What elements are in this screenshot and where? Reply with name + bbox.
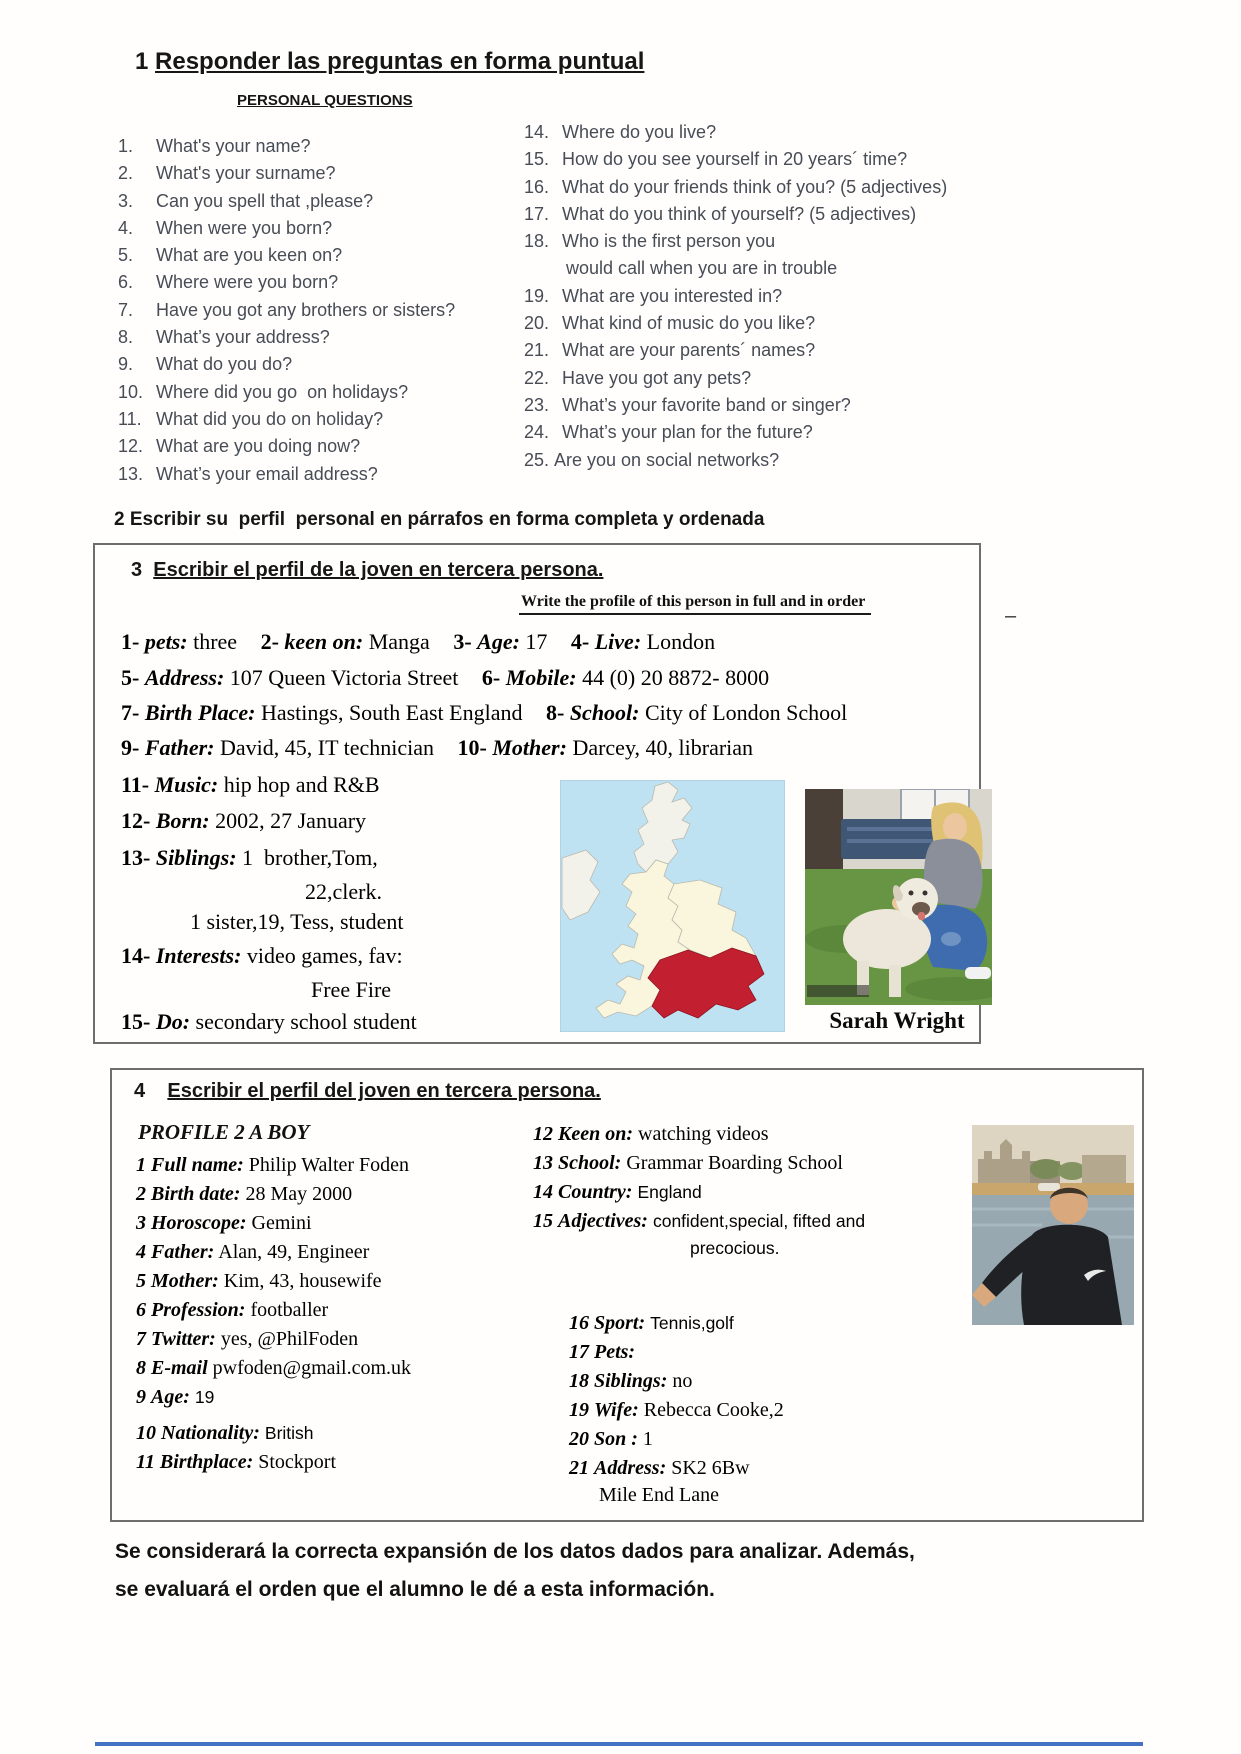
- field-value: footballer: [250, 1299, 329, 1321]
- field-label: Father:: [151, 1241, 215, 1263]
- section3-box: [93, 543, 981, 1044]
- question-text: Where do you live?: [562, 122, 717, 142]
- field-siblings: [121, 845, 378, 871]
- question-number: 5.: [118, 245, 134, 266]
- field-value: watching videos: [638, 1123, 769, 1145]
- question-text: What’s your plan for the future?: [562, 422, 813, 443]
- field-age: [136, 1386, 214, 1409]
- field-keen-on: [533, 1123, 769, 1146]
- question-number: 11.: [118, 408, 142, 429]
- field-birth-place: [121, 700, 522, 725]
- profile-row-3: [121, 700, 865, 726]
- footer-note: [115, 1533, 915, 1609]
- field-label: Siblings:: [594, 1370, 668, 1392]
- question-16: [524, 177, 947, 204]
- field-value: 28 May 2000: [245, 1183, 353, 1205]
- field-value: 17: [525, 629, 548, 654]
- field-label: Address:: [594, 1457, 667, 1479]
- section4-number: 4: [134, 1080, 146, 1102]
- field-value: 2002, 27 January: [215, 808, 367, 833]
- sarah-photo: [805, 789, 992, 1005]
- question-10: [118, 382, 455, 409]
- field-nationality: [136, 1422, 314, 1445]
- field-label: Horoscope:: [151, 1212, 247, 1234]
- field-value: England: [637, 1182, 702, 1202]
- question-text: What did you do on holiday?: [156, 408, 384, 429]
- field-number: 8-: [545, 700, 565, 725]
- question-number: 24.: [524, 422, 550, 443]
- field-horoscope: [136, 1212, 312, 1235]
- field-label: Nationality:: [161, 1422, 260, 1444]
- field-label: Full name:: [151, 1154, 244, 1176]
- phil-foden-photo: [972, 1125, 1134, 1325]
- field-label: keen on:: [284, 629, 364, 654]
- question-text: What's your name?: [156, 136, 311, 156]
- field-father: [121, 735, 434, 760]
- field-label: School:: [558, 1152, 622, 1174]
- field-pets: [569, 1341, 635, 1364]
- field-mother: [136, 1270, 382, 1293]
- question-text: Can you spell that ,please?: [156, 190, 374, 211]
- question-number: 8.: [118, 327, 134, 348]
- field-music: [121, 772, 380, 798]
- field-adjectives: [533, 1210, 865, 1233]
- field-address: [569, 1457, 750, 1480]
- field-label: Age:: [477, 629, 520, 654]
- field-number: 5-: [121, 665, 140, 690]
- field-label: Profession:: [151, 1299, 246, 1321]
- question-number: 19.: [524, 285, 550, 306]
- question-text: What's your surname?: [156, 163, 336, 184]
- field-label: Adjectives:: [558, 1210, 648, 1232]
- field-address: [121, 665, 458, 690]
- field-value: Alan, 49, Engineer: [218, 1241, 370, 1263]
- field-value: Gemini: [251, 1212, 312, 1234]
- field-father: [136, 1241, 369, 1264]
- field-label: Birthplace:: [159, 1451, 254, 1473]
- question-text: What do you do?: [156, 354, 293, 375]
- profile-row-2: [121, 665, 787, 691]
- section4-box: [110, 1068, 1144, 1522]
- field-value: no: [672, 1370, 693, 1392]
- man-tshirt: [1021, 1225, 1122, 1325]
- field-number: 19: [569, 1399, 589, 1421]
- question-2: [118, 163, 455, 190]
- field-value: yes, @PhilFoden: [220, 1328, 359, 1350]
- field-label: Father:: [144, 735, 215, 760]
- field-adjectives-line2: precocious.: [690, 1238, 780, 1258]
- field-number: 15: [533, 1210, 553, 1232]
- field-label: Mother:: [492, 735, 567, 760]
- sarah-photo-caption: Sarah Wright: [829, 1008, 965, 1033]
- field-value: London: [646, 629, 716, 654]
- question-number: 9.: [118, 354, 134, 375]
- question-text: What are you doing now?: [156, 436, 361, 457]
- question-11: [118, 409, 455, 436]
- question-number: 14.: [524, 122, 550, 142]
- question-17: [524, 204, 947, 231]
- profile2-heading: PROFILE 2 A BOY: [138, 1120, 310, 1144]
- questions-left-column: [118, 136, 455, 491]
- question-text: What are your parents´ names?: [562, 340, 816, 361]
- field-live: [571, 629, 715, 654]
- buildings: [1082, 1155, 1126, 1183]
- margin-dash: –: [1005, 605, 1017, 627]
- field-do: [121, 1009, 417, 1035]
- field-label: pets:: [144, 629, 188, 654]
- question-number: 18.: [524, 231, 550, 252]
- field-number: 10-: [457, 735, 487, 760]
- field-number: 6-: [481, 665, 501, 690]
- question-text: What’s your favorite band or singer?: [562, 394, 851, 415]
- field-value: 19: [194, 1387, 215, 1407]
- field-value: secondary school student: [195, 1009, 417, 1034]
- field-keen-on: [261, 629, 430, 654]
- field-label: Born:: [155, 808, 210, 833]
- field-siblings-line2: 22,clerk.: [305, 879, 382, 904]
- personal-questions-heading: PERSONAL QUESTIONS: [237, 92, 413, 109]
- question-number: 1.: [118, 136, 134, 156]
- question-18-continuation: [524, 258, 947, 285]
- field-label: Interests:: [155, 943, 242, 968]
- field-label: Country:: [558, 1181, 633, 1203]
- field-number: 14: [533, 1181, 553, 1203]
- question-20: [524, 313, 947, 340]
- field-mother: [458, 735, 754, 760]
- question-13: [118, 464, 455, 491]
- field-number: 16: [569, 1312, 589, 1334]
- question-5: [118, 245, 455, 272]
- field-number: 14-: [121, 943, 151, 968]
- question-number: 7.: [118, 299, 134, 320]
- field-value: 44 (0) 20 8872- 8000: [582, 665, 770, 690]
- field-value: Tennis,golf: [650, 1313, 734, 1333]
- trees: [1030, 1159, 1062, 1179]
- footer-line-2: se evaluará el orden que el alumno le dé a esta información.: [115, 1578, 715, 1601]
- field-number: 13: [533, 1152, 553, 1174]
- field-value: Darcey, 40, librarian: [572, 735, 754, 760]
- field-label: Birth Place:: [144, 700, 256, 725]
- field-label: Do:: [155, 1009, 191, 1034]
- field-value: City of London School: [645, 700, 848, 725]
- phil-foden-photo-svg: [972, 1125, 1134, 1325]
- dark-doorway: [805, 789, 843, 877]
- sarah-photo-svg: [805, 789, 992, 1005]
- question-24: [524, 422, 947, 449]
- question-number: 3.: [118, 190, 134, 211]
- field-interests-line2: Free Fire: [311, 977, 392, 1002]
- field-number: 4: [136, 1241, 146, 1263]
- section1-title: [135, 48, 644, 76]
- question-25: [524, 450, 947, 477]
- field-pets: [121, 629, 237, 654]
- field-label: Address:: [144, 665, 225, 690]
- field-siblings-line3: 1 sister,19, Tess, student: [190, 909, 404, 934]
- field-value: pwfoden@gmail.com.uk: [212, 1357, 412, 1379]
- field-value: 1 brother,Tom,: [242, 845, 378, 870]
- field-profession: [136, 1299, 328, 1322]
- field-country: [533, 1181, 702, 1204]
- girl-face: [943, 813, 967, 841]
- footer-line-1: Se considerará la correcta expansión de los datos dados para analizar. Además,: [115, 1540, 915, 1563]
- field-full-name: [136, 1154, 409, 1177]
- question-number: 2.: [118, 163, 134, 184]
- question-15: [524, 149, 947, 176]
- field-twitter: [136, 1328, 358, 1351]
- field-label: Music:: [154, 772, 219, 797]
- question-number: 17.: [524, 203, 550, 224]
- field-number: 20: [569, 1428, 589, 1450]
- question-text: Have you got any pets?: [562, 367, 752, 388]
- field-label: School:: [569, 700, 640, 725]
- question-12: [118, 436, 455, 463]
- field-school: [546, 700, 847, 725]
- question-number: 21.: [524, 340, 550, 361]
- question-text: When were you born?: [156, 217, 333, 238]
- field-number: 3-: [453, 629, 472, 654]
- field-son: [569, 1428, 653, 1451]
- field-value: confident,special, fifted and: [652, 1211, 866, 1231]
- question-4: [118, 218, 455, 245]
- field-birthplace: [136, 1451, 336, 1474]
- question-text: would call when you are in trouble: [566, 258, 838, 279]
- question-number: 25.: [524, 449, 550, 470]
- field-label: Mobile:: [505, 665, 577, 690]
- question-number: 23.: [524, 394, 550, 415]
- section3-subtitle: Write the profile of this person in full and in order: [519, 593, 871, 615]
- question-text: Have you got any brothers or sisters?: [156, 299, 456, 320]
- field-label: Pets:: [594, 1341, 636, 1363]
- section3-number: 3: [131, 559, 143, 581]
- question-7: [118, 300, 455, 327]
- field-number: 15-: [121, 1009, 151, 1034]
- field-label: E-mail: [151, 1357, 208, 1379]
- question-21: [524, 340, 947, 367]
- field-number: 21: [569, 1457, 589, 1479]
- field-number: 12: [533, 1123, 553, 1145]
- question-text: What are you interested in?: [562, 285, 783, 306]
- question-text: What do your friends think of you? (5 adjectives): [562, 176, 948, 197]
- field-number: 9-: [121, 735, 140, 760]
- field-number: 5: [136, 1270, 146, 1292]
- field-school: [533, 1152, 843, 1175]
- field-value: British: [264, 1423, 314, 1443]
- bottom-page-rule: [95, 1742, 1143, 1746]
- girl-shoe: [965, 967, 991, 979]
- field-value: David, 45, IT technician: [220, 735, 435, 760]
- field-number: 18: [569, 1370, 589, 1392]
- field-number: 2: [136, 1183, 146, 1205]
- field-label: Sport:: [594, 1312, 646, 1334]
- field-number: 13-: [121, 845, 151, 870]
- question-22: [524, 368, 947, 395]
- field-birth-date: [136, 1183, 352, 1206]
- section4-title-text: Escribir el perfil del joven en tercera persona.: [167, 1080, 601, 1102]
- section4-title: [134, 1080, 601, 1103]
- field-number: 1-: [121, 629, 140, 654]
- field-value: SK2 6Bw: [671, 1457, 750, 1479]
- field-mobile: [482, 665, 769, 690]
- field-value: hip hop and R&B: [223, 772, 380, 797]
- question-text: What kind of music do you like?: [562, 313, 816, 334]
- section3-title-text: Escribir el perfil de la joven en tercera persona.: [153, 559, 604, 581]
- uk-map-svg: [560, 780, 785, 1032]
- question-9: [118, 354, 455, 381]
- question-number: 15.: [524, 149, 550, 170]
- field-number: 2-: [260, 629, 279, 654]
- section2-title: 2 Escribir su perfil personal en párrafos en forma completa y ordenada: [114, 509, 765, 530]
- section1-number: 1: [135, 48, 156, 75]
- question-number: 22.: [524, 367, 550, 388]
- field-wife: [569, 1399, 784, 1422]
- uk-map: [560, 780, 785, 1032]
- field-value: Rebecca Cooke,2: [643, 1399, 784, 1421]
- boat: [1038, 1183, 1060, 1191]
- question-number: 13.: [118, 463, 144, 484]
- field-label: Keen on:: [558, 1123, 633, 1145]
- field-number: 12-: [121, 808, 151, 833]
- field-value: 107 Queen Victoria Street: [229, 665, 459, 690]
- field-number: 3: [136, 1212, 146, 1234]
- question-number: 10.: [118, 381, 144, 402]
- field-value: Kim, 43, housewife: [223, 1270, 382, 1292]
- field-number: 11: [136, 1451, 155, 1473]
- field-interests: [121, 943, 403, 969]
- field-label: Mother:: [151, 1270, 219, 1292]
- field-number: 11-: [121, 772, 150, 797]
- field-born: [121, 808, 366, 834]
- question-text: What do you think of yourself? (5 adjectives): [562, 203, 917, 224]
- question-19: [524, 286, 947, 313]
- question-number: 6.: [118, 272, 134, 293]
- section3-title: [131, 559, 603, 582]
- question-18: [524, 231, 947, 258]
- field-value: Stockport: [258, 1451, 337, 1473]
- dog-tongue: [918, 912, 925, 920]
- field-label: Age:: [151, 1386, 190, 1408]
- field-number: 9: [136, 1386, 146, 1408]
- question-text: What’s your address?: [156, 327, 330, 348]
- field-label: Birth date:: [151, 1183, 241, 1205]
- field-label: Twitter:: [151, 1328, 216, 1350]
- field-label: Siblings:: [155, 845, 237, 870]
- field-label: Live:: [594, 629, 642, 654]
- field-number: 7: [136, 1328, 146, 1350]
- field-number: 4-: [570, 629, 590, 654]
- question-text: Who is the first person you: [562, 231, 776, 252]
- question-8: [118, 327, 455, 354]
- field-value: 1: [642, 1428, 653, 1450]
- field-value: Grammar Boarding School: [626, 1152, 843, 1174]
- field-label: Son :: [594, 1428, 638, 1450]
- field-value: Philip Walter Foden: [248, 1154, 410, 1176]
- question-3: [118, 191, 455, 218]
- field-age: [453, 629, 547, 654]
- profile-row-4: [121, 735, 771, 761]
- field-number: 17: [569, 1341, 589, 1363]
- question-text: Are you on social networks?: [554, 449, 780, 470]
- question-number: 12.: [118, 436, 144, 457]
- field-email: [136, 1357, 411, 1380]
- question-text: Where did you go on holidays?: [156, 381, 409, 402]
- question-text: How do you see yourself in 20 years´ time?: [562, 149, 908, 170]
- field-number: 8: [136, 1357, 146, 1379]
- field-address-line2: Mile End Lane: [599, 1484, 719, 1506]
- dog-leg: [889, 965, 901, 997]
- question-14: [524, 122, 947, 149]
- question-text: What’s your email address?: [156, 463, 378, 484]
- field-label: Wife:: [594, 1399, 639, 1421]
- section1-title-text: Responder las preguntas en forma puntual: [155, 48, 645, 75]
- field-number: 6: [136, 1299, 146, 1321]
- field-number: 7-: [121, 700, 140, 725]
- field-siblings: [569, 1370, 692, 1393]
- field-number: 10: [136, 1422, 156, 1444]
- field-value: Hastings, South East England: [260, 700, 523, 725]
- field-number: 1: [136, 1154, 146, 1176]
- photo-watermark: [807, 985, 869, 997]
- question-6: [118, 272, 455, 299]
- field-sport: [569, 1312, 734, 1335]
- profile-row-1: [121, 629, 733, 655]
- field-value: video games, fav:: [246, 943, 403, 968]
- field-value: Manga: [368, 629, 430, 654]
- question-number: 16.: [524, 176, 550, 197]
- question-number: 4.: [118, 217, 134, 238]
- questions-right-column: [524, 122, 947, 477]
- question-23: [524, 395, 947, 422]
- field-value: three: [193, 629, 238, 654]
- question-number: 20.: [524, 313, 550, 334]
- question-text: What are you keen on?: [156, 245, 343, 266]
- question-1: [118, 136, 455, 163]
- question-text: Where were you born?: [156, 272, 339, 293]
